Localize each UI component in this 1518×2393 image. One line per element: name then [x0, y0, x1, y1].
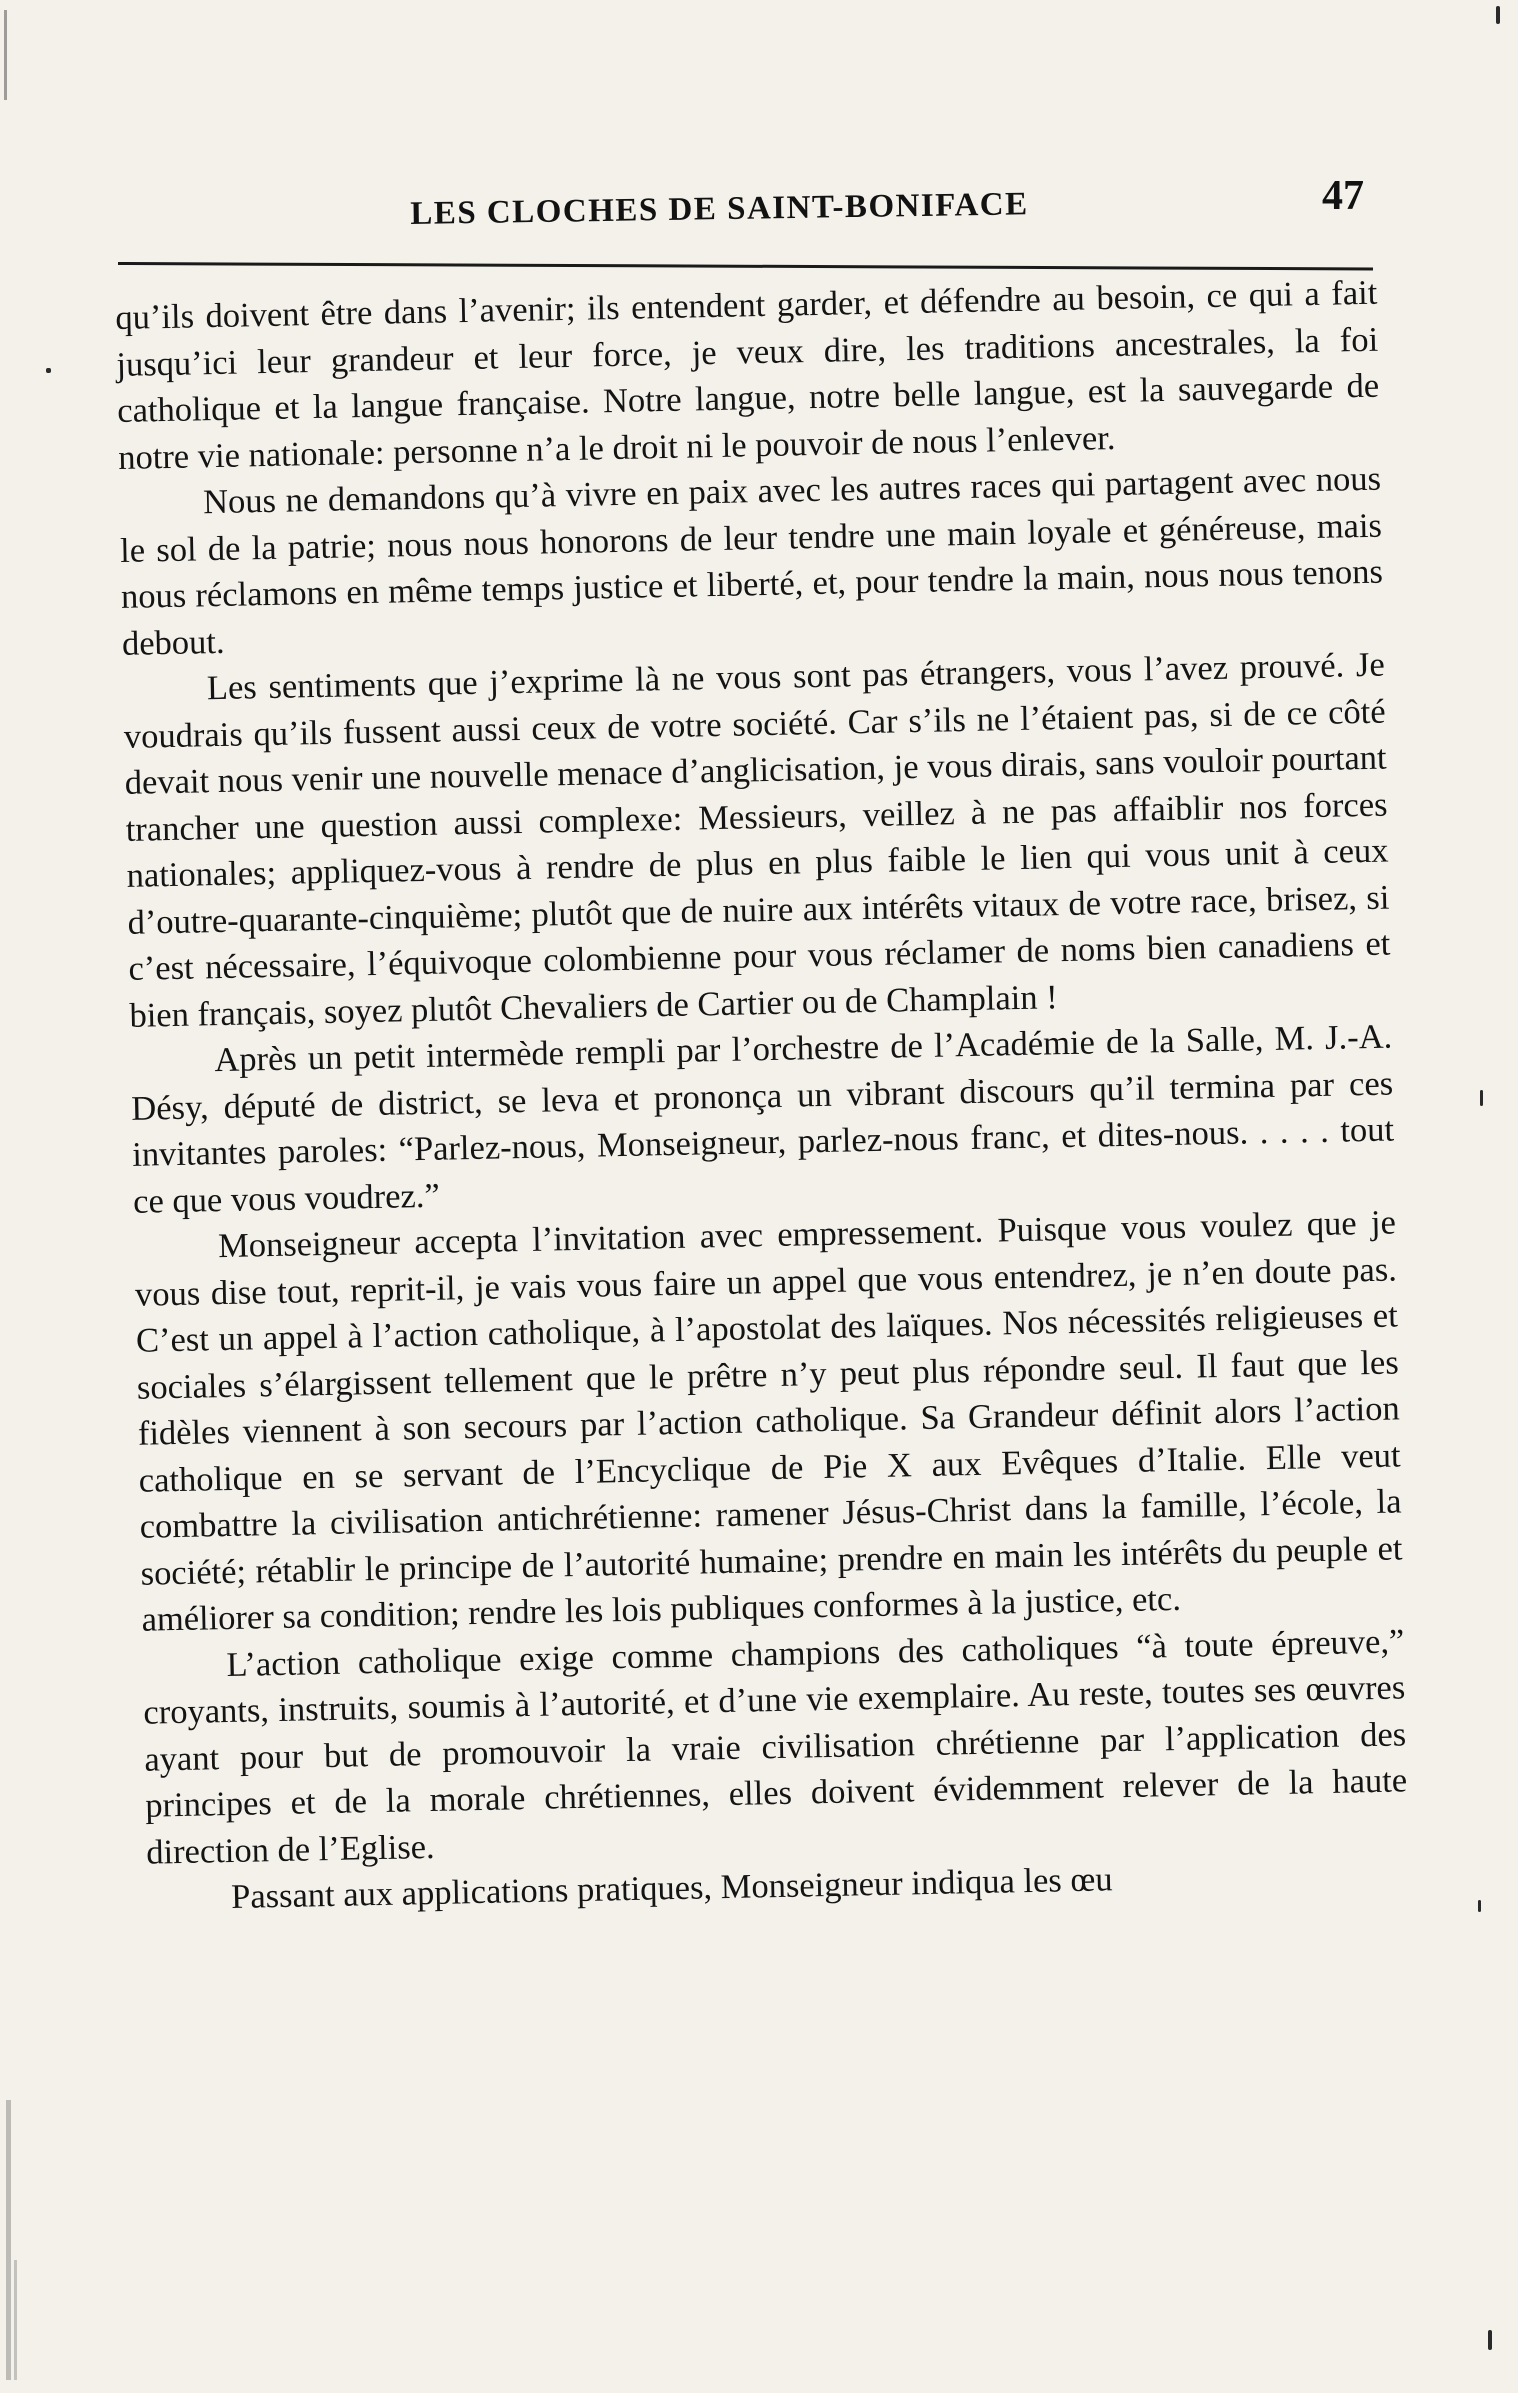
paragraph: Monseigneur accepta l’invitation avec empressement. Puisque vous voulez que je vous dise tout, reprit-il, je vais vous faire un appel que vous entendrez, je n’en doute pas. C’est un appel à l’action catholique, à l’apostolat des laïques. Nos nécessités religieuses et sociales s’élargissent tellement que le prêtre n’y peut plus répondre seul. Il faut que les fidèles viennent à son secours par l’action catholique. Sa Grandeur définit alors l’action catholique en se servant de l’Encyclique de Pie X aux Evêques d’Italie. Elle veut combattre la civilisation antichrétienne: ramener Jésus-Christ dans la famille, l’école, la société; rétablir le principe de l’autorité humaine; prendre en main les intérêts du peuple et améliorer sa condition; rendre les lois publiques conformes à la justice, etc.	[134, 1203, 1403, 1639]
paragraph: Les sentiments que j’exprime là ne vous sont pas étrangers, vous l’avez prouvé. Je voudrais qu’ils fussent aussi ceux de votre société. Car s’ils ne l’étaient pas, si de ce côté devait nous venir une nouvelle menace d’anglicisation, je vous dirais, sans vouloir pourtant trancher une question aussi complexe: Messieurs, veillez à ne pas affaiblir nos forces nationales; appliquez-vous à rendre de plus en plus faible le lien qui vous unit à ceux d’outre-quarante-cinquième; plutôt que de nuire aux intérêts vitaux de votre race, brisez, si c’est nécessaire, l’équivoque colombienne pour vous réclamer de noms bien canadiens et bien français, soyez plutôt Chevaliers de Cartier ou de Champlain !	[123, 645, 1391, 1035]
paragraph: qu’ils doivent être dans l’avenir; ils entendent garder, et défendre au besoin, ce qui a fait jusqu’ici leur grandeur et leur force, je veux dire, les traditions ancestrales, la foi catholique et la langue française. Notre langue, notre belle langue, est la sauvegarde de notre vie nationale: personne n’a le droit ni le pouvoir de nous l’enlever.	[115, 273, 1380, 477]
running-title: LES CLOCHES DE SAINT-BONIFACE	[410, 186, 1029, 232]
margin-speck	[1478, 1900, 1481, 1912]
edge-shadow	[6, 2100, 11, 2380]
paragraph: Après un petit intermède rempli par l’orchestre de l’Académie de la Salle, M. J.-A. Désy, député de district, se leva et prononça un vibrant discours qu’il termina par ces invitantes paroles: “Parlez-nous, Monseigneur, parlez-nous franc, et dites-nous. . . . . tout ce que vous voudrez.”	[130, 1017, 1395, 1221]
edge-shadow	[4, 10, 7, 100]
page-number: 47	[1322, 173, 1364, 219]
margin-speck	[1496, 6, 1500, 24]
margin-speck	[1480, 1090, 1483, 1106]
paragraph: L’action catholique exige comme champions des catholiques “à toute épreuve,” croyants, instruits, soumis à l’autorité, et d’une vie exemplaire. Au reste, toutes ses œuvres ayant pour but de promouvoir la vraie civilisation chrétienne par l’application des principes et de la morale chrétiennes, elles doivent évidemment relever de la haute direction de l’Eglise.	[143, 1621, 1408, 1872]
paragraph: Passant aux applications pratiques, Monseigneur indiqua les œu	[230, 1860, 1113, 1916]
paragraph: Nous ne demandons qu’à vivre en paix avec les autres races qui partagent avec nous le sol de la patrie; nous nous honorons de leur tendre une main loyale et généreuse, mais nous réclamons en même temps justice et liberté, et, pour tendre la main, nous nous tenons debout.	[119, 459, 1384, 663]
header-rule	[118, 262, 1373, 270]
body-text	[115, 270, 1409, 1923]
edge-shadow	[14, 2260, 17, 2380]
margin-speck	[1488, 2330, 1492, 2350]
margin-speck	[46, 368, 51, 373]
